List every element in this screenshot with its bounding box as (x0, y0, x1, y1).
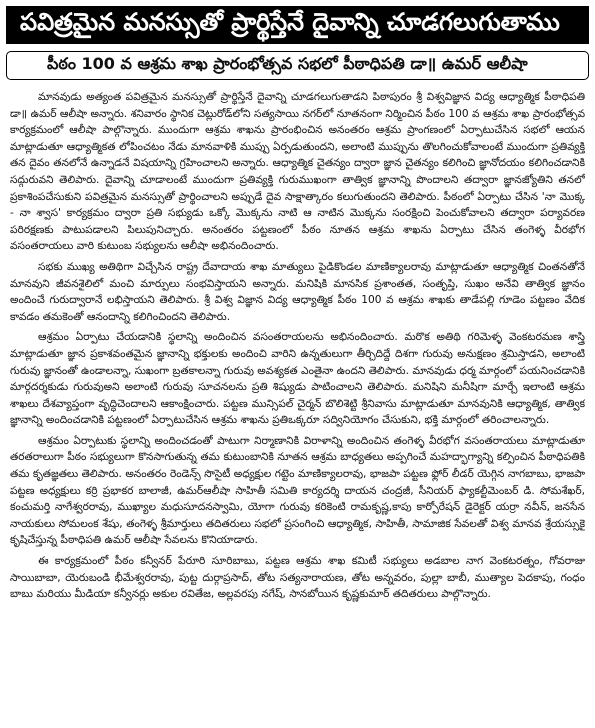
subheadline: పీఠం 100 వ ఆశ్రమ శాఖ ప్రారంభోత్సవ సభలో పీఠాధిపతి డా॥ ఉమర్ ఆలీషా (6, 51, 589, 80)
paragraph: సభకు ముఖ్య అతిథిగా విచ్చేసిన రాష్ట్ర దేవాదాయ శాఖ మాత్యులు పైడికొండల మాణిక్యాలరావు మాట్లాడుతూ ఆధ్యాత్మిక చింతనతోనే మానవుని జీవనశైలిలో మంచి మార్పులు సంభవిస్తాయని అన్నారు. మనిషికి మానసిక ప్రశాంతత, సంతృప్తి, సుఖం అనేవి తాత్విక జ్ఞానం అందించే గురుద్వారానే లభిస్తాయని తెలిపారు. శ్రీ విశ్వ విజ్ఞాన విద్య ఆధ్యాత్మిక పీఠం 100 వ ఆశ్రమ శాఖకు తాడేపల్లి గూడెం పట్టణం వేదిక కావడం తమకెంతో ఆనందాన్ని కలిగించిందని తెలిపారు. (10, 260, 585, 323)
paragraph: ఈ కార్యక్రమంలో పీఠం కన్వీనర్ పేరూరి సూరిబాబు, పట్టణ ఆశ్రమ శాఖ కమిటీ సభ్యులు అడబాల నాగ వెంకటరత్నం, గోవరాజు సాయిబాబా, యెరుబండి భీమేశ్వరరావు, పుట్ట దుర్గాప్రసాద్, తోట సత్యనారాయణ, తోట అన్నవరం, పుల్లా బాబీ, ముత్యాల పెదకాపు, గంధం బాబు మరియు మీడియా కన్వీనర్లు అకుల రవితేజ, అల్లవరపు నగేష్, సానబోయిన కృష్ణకుమార్ తదితరులు పాల్గొన్నారు. (10, 555, 585, 601)
paragraph: ఆశ్రమం ఏర్పాటుకు స్థలాన్ని అందించడంతో పాటుగా నిర్మాణానికి విరాళాన్ని అందించిన తంగెళ్ళ వీరభోగ వసంతరాయలు మాట్లాడుతూ తరతరాలుగా పీఠం సభ్యులుగా కొనసాగుతున్న తమ కుటుంబానికి నూతన ఆశ్రమ బాధ్యతలు అప్పగించే మహద్భాగ్యాన్ని కల్పించిన పీఠాధిపతికి తమ కృతజ్ఞతలు తెలిపారు. అనంతరం రెండెన్స్ సొసైటీ అధ్యక్షుల గట్టెం మాణిక్యాలరావు, భాజపా పట్టణ ఫ్లోర్ లీడర్ యెగ్గిన నాగబాబు, భాజపా పట్టణ అధ్యక్షులు కర్రి ప్రభాకర బాలాజీ, ఉమర్‌ఆలీషా సాహితీ సమితి కార్యదర్శి దాయన చంద్రజీ, సీనియర్ ఫ్యాకల్టీమెంబర్ డి. సోమశేఖర్, కంచుమర్తి నాగేశ్వరరావు, ముఖ్యాల మధుసూదనస్వామి, యోగా గురువు కరికెంటి రామకృష్ణ,కాపు కార్పోరేషన్ డైరెక్టర్ యర్రా నవీన్, జనసేన నాయకులు సోమలంక శేషు, తంగెళ్ళ శ్రీమార్తులు తదితరులు సభలో ప్రసంగించి ఆధ్యాత్మిక, సాహితీ, సామాజిక సేవలతో విశ్వ మానవ శ్రేయస్సుకై కృషిచేస్తున్న పీఠాధిపతి ఉమర్ ఆలీషా సేవలను కొనియాడారు. (10, 434, 585, 547)
paragraph: మానవుడు అత్యంత పవిత్రమైన మనస్సుతో ప్రార్థిస్తేనే దైవాన్ని చూడగలుగుతాడని పిఠాపురం శ్రీ విశ్వవిజ్ఞాన విద్య ఆధ్యాత్మిక పీఠాధిపతి డా॥ ఉమర్ ఆలీషా అన్నారు. శనివారం స్థానిక చెట్లురోడ్‌లోని సత్యసాయి నగర్‌లో నూతనంగా నిర్మించిన పీఠం 100 వ ఆశ్రమ శాఖ ప్రారంభోత్సవ కార్యక్రమంలో ఆలీషా పాల్గొన్నారు. ముందుగా ఆశ్రమ శాఖను ప్రారంభించిన అనంతరం ఆశ్రమ ప్రాంగణంలో ఏర్పాటుచేసిన సభలో ఆయన మాట్లాడుతూ ఆధ్యాత్మికత లోపించటం నేడు మానవాళికి ముప్పు ఏర్పడుతుందని, అలాంటి ముప్పును తొలగించుకోవాలంటే ముందుగా ప్రతివ్యక్తి తన దైవం తనలోనే ఉన్నాడనే విషయాన్ని గ్రహించాలని అన్నారు. ఆధ్యాత్మిక చైతన్యం ద్వారా జ్ఞాన చైతన్యం కలిగించి జ్ఞానోదయం కలిగించడానికి సద్గురువని తెలిపారు. దైవాన్ని చూడాలంటే ముందుగా ప్రతివ్యక్తి గురుముఖంగా తాత్విక జ్ఞానాన్ని పొందాలని తద్వారా జ్ఞానజ్యోతిని తనలో ప్రకాశింపచేసుకుని పవిత్రమైన మనస్సుతో ప్రార్థించాలని అప్పుడే దైవ సాక్షాత్కారం కలుగుతుందని తెలిపారు. పీఠంలో ఏర్పాటు చేసిన 'నా మొక్క - నా శ్వాస' కార్యక్రమం ద్వారా ప్రతి సభ్యుడు ఒక్కో మొక్కను నాటి ఆ నాటిన మొక్కను సంరక్షించి పెంచుకోవాలని తద్వారా పర్యావరణ పరిరక్షణకు పాటుపడాలని పిలుపునిచ్చారు. అనంతరం పట్టణంలో పీఠం నూతన ఆశ్రమ శాఖను ఏర్పాటు చేసిన తంగెళ్ళ వీరభోగ వసంతరాయలు వారి కుటుంబ సభ్యులను ఆలీషా అభినందించారు. (10, 91, 585, 253)
paragraph: ఆశ్రమం ఏర్పాటు చేయడానికి స్థలాన్ని అందించిన వసంతరాయలను అభినందించారు. మరొక అతిథి గరిమెళ్ళ వెంకటరమణ శాస్త్రి మాట్లాడుతూ జ్ఞాన ప్రకాశవంతమైన జ్ఞానాన్ని భక్తులకు అందించి వారిని ఉన్నతులుగా తీర్చిదిద్దే దిశగా గురువు అనుక్షణం శ్రమిస్తాడని, అలాంటి గురువు జ్ఞానంతో ఉండాలన్నా, సుఖంగా బ్రతకాలన్నా గురువు అవశ్యకత ఎంతైనా ఉందని తెలిపారు. మానవుడు ధర్మ మార్గంలో పయనించడానికి మార్గదర్శకుడు గురువుఅని అలాంటి గురువు సూచనలను ప్రతి శిష్యుడు పాటించాలని తెలిపారు. మనిషిని మనీషిగా మార్చే ఇలాంటి ఆశ్రమ శాఖలు దేశవ్యాప్తంగా వృద్ధిచెందాలని ఆకాంక్షించారు. పట్టణ మున్సిపల్ చైర్మన్ బొలిశెట్టి శ్రీనివాసు మాట్లాడుతూ మానవునికి ఆధ్యాత్మిక, తాత్విక జ్ఞానాన్ని అందించడానికి పట్టణంలో ఏర్పాటుచేసిన ఆశ్రమ శాఖను ప్రతిఒక్కరూ సద్వినియోగం చేసుకుని, భక్తి మార్గంలో తరించాలన్నారు. (10, 331, 585, 427)
headline: పవిత్రమైన మనస్సుతో ప్రార్థిస్తేనే దైవాన్ని చూడగలుగుతాము (6, 6, 589, 44)
article-body (10, 89, 585, 721)
